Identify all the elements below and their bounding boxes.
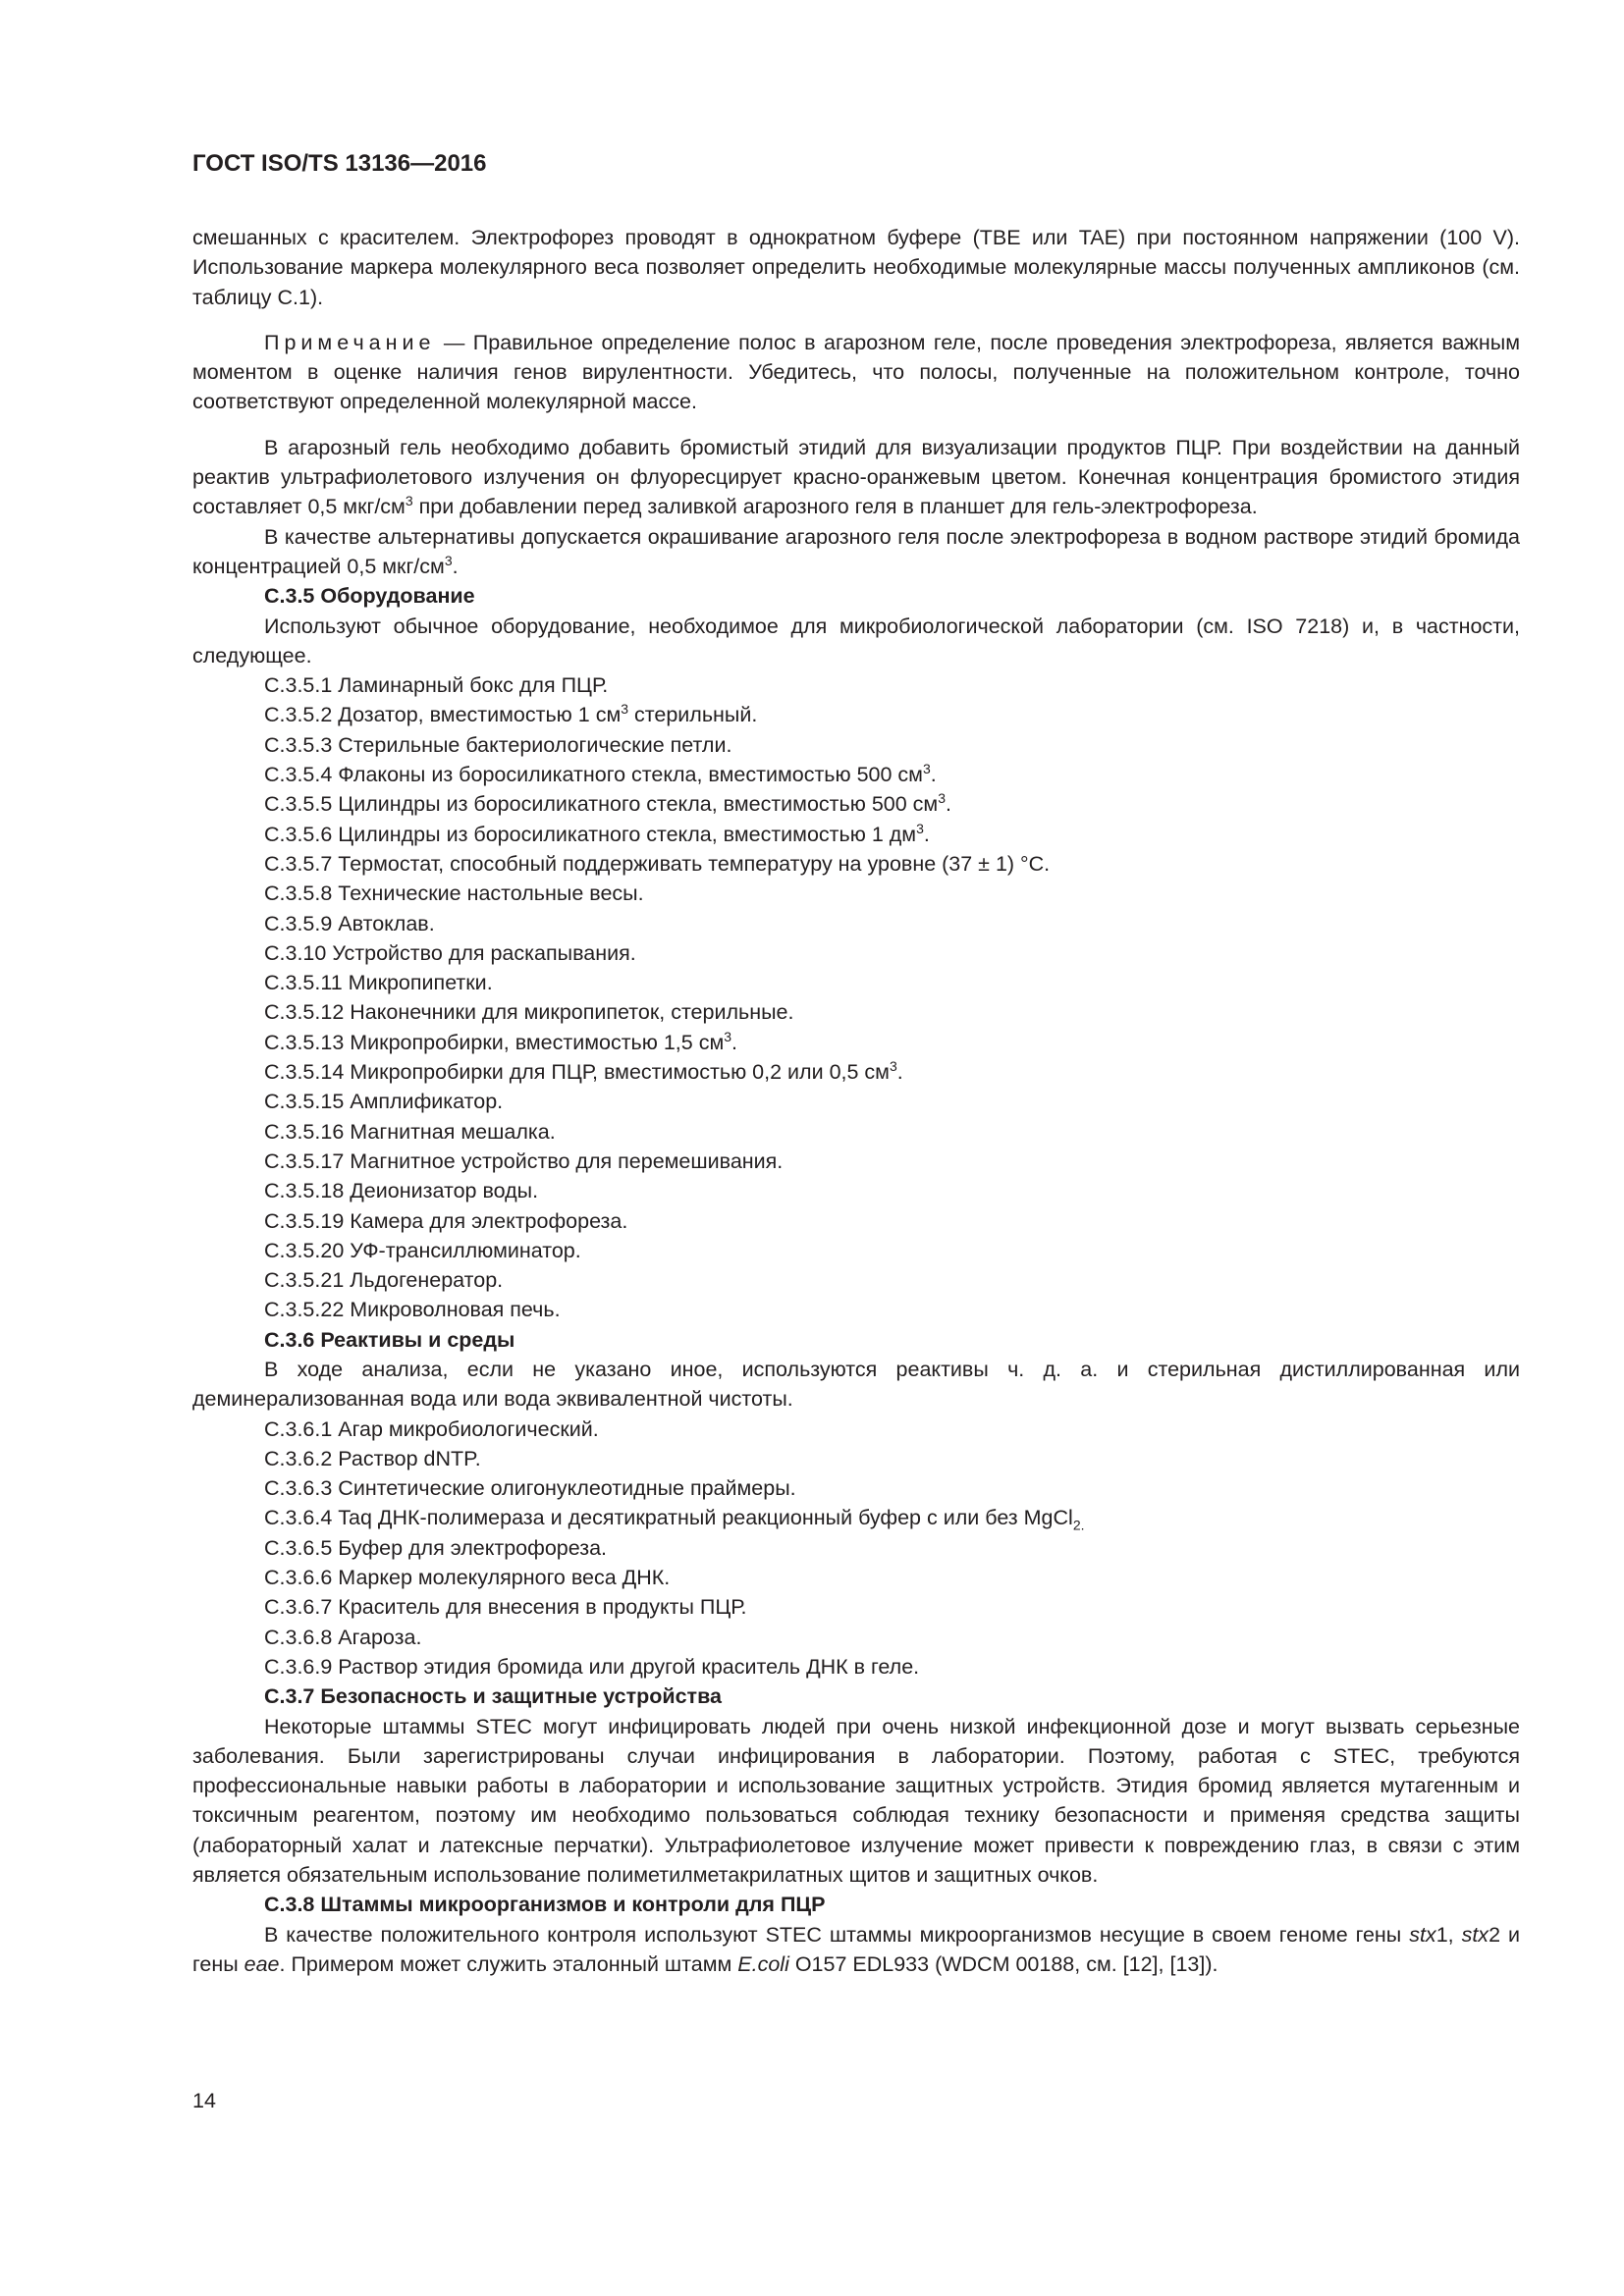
item-text: С.3.5.19 Камера для электрофореза.: [264, 1208, 628, 1233]
note: [192, 328, 1520, 417]
item-text: С.3.6.6 Маркер молекулярного веса ДНК.: [264, 1566, 671, 1590]
item-text: С.3.5.9 Автоклав.: [264, 911, 435, 935]
text: .: [452, 554, 459, 578]
list-item: [192, 730, 1520, 760]
paragraph: смешанных с красителем. Электрофорез проводят в однократном буфере (TBE или TAE) при постоянном напряжении (100 V). Использование маркера молекулярного веса позволяет определить необходимые молекулярные массы полученных ампликонов (см. таблицу С.1).: [192, 226, 1520, 309]
list-item: [192, 1176, 1520, 1205]
list-item: [192, 1415, 1520, 1444]
superscript: 3: [922, 760, 931, 776]
item-text: С.3.6.9 Раствор этидия бромида или другой краситель ДНК в геле.: [264, 1654, 920, 1679]
item-text: .: [896, 1060, 903, 1085]
list-item: [192, 1147, 1520, 1176]
item-text: С.3.5.15 Амплификатор.: [264, 1090, 504, 1114]
superscript: 3: [916, 820, 924, 836]
list-item: [192, 1533, 1520, 1563]
list-item: [192, 1623, 1520, 1652]
item-text: С.3.5.17 Магнитное устройство для перемешивания.: [264, 1148, 784, 1173]
text: . Примером может служить эталонный штамм: [279, 1951, 738, 1976]
list-item: [192, 1444, 1520, 1473]
paragraph: В ходе анализа, если не указано иное, используются реактивы ч. д. а. и стерильная дистиллированная или деминерализованная вода или вода эквивалентной чистоты.: [192, 1357, 1520, 1412]
paragraph: [192, 433, 1520, 522]
superscript: 3: [724, 1028, 732, 1044]
item-text: С.3.5.16 Магнитная мешалка.: [264, 1119, 556, 1144]
item-text: С.3.5.22 Микроволновая печь.: [264, 1298, 561, 1322]
item-text: С.3.6.5 Буфер для электрофореза.: [264, 1535, 608, 1560]
subscript: 2.: [1072, 1517, 1085, 1533]
list-item: [192, 1087, 1520, 1116]
species-name: E.coli: [737, 1951, 789, 1976]
list-item: [192, 1117, 1520, 1147]
item-text: С.3.5.11 Микропипетки.: [264, 971, 493, 995]
item-text: С.3.5.21 Льдогенератор.: [264, 1268, 504, 1293]
item-text: С.3.5.13 Микропробирки, вместимостью 1,5 см: [264, 1030, 725, 1054]
page-number: 14: [192, 2089, 216, 2112]
text: при добавлении перед заливкой агарозного геля в планшет для гель-электрофореза.: [412, 495, 1258, 519]
superscript: 3: [405, 493, 413, 509]
list-item: [192, 820, 1520, 849]
equipment-list: [192, 670, 1520, 1325]
list-item: [192, 1028, 1520, 1057]
item-text: С.3.6.7 Краситель для внесения в продукты ПЦР.: [264, 1595, 747, 1620]
list-item: [192, 1592, 1520, 1622]
superscript: 3: [621, 701, 629, 718]
paragraph: [192, 1920, 1520, 1980]
item-text: С.3.5.18 Деионизатор воды.: [264, 1179, 539, 1203]
paragraph: [192, 522, 1520, 582]
item-text: С.3.5.5 Цилиндры из боросиликатного стекла, вместимостью 500 см: [264, 792, 939, 817]
list-item: [192, 968, 1520, 997]
list-item: [192, 789, 1520, 819]
item-text: С.3.5.8 Технические настольные весы.: [264, 881, 644, 906]
item-text: С.3.5.14 Микропробирки для ПЦР, вместимостью 0,2 или 0,5 см: [264, 1060, 890, 1085]
text: O157 EDL933 (WDCM 00188, см. [12], [13]).: [788, 1951, 1218, 1976]
list-item: [192, 1652, 1520, 1682]
list-item: [192, 700, 1520, 729]
list-item: [192, 1563, 1520, 1592]
section-heading: С.3.6 Реактивы и среды: [264, 1327, 515, 1352]
section-heading: С.3.7 Безопасность и защитные устройства: [264, 1684, 722, 1709]
text: В качестве альтернативы допускается окрашивание агарозного геля после электрофореза в водном растворе этидий бромида концентрацией 0,5 мкг/см: [192, 524, 1520, 578]
gene-name: eae: [244, 1951, 280, 1976]
list-item: [192, 1206, 1520, 1236]
item-text: С.3.6.3 Синтетические олигонуклеотидные праймеры.: [264, 1476, 796, 1501]
list-item: [192, 1057, 1520, 1087]
item-text: С.3.6.2 Раствор dNTP.: [264, 1446, 481, 1470]
item-text: С.3.5.7 Термостат, способный поддерживать температуру на уровне (37 ± 1) °С.: [264, 851, 1051, 876]
document-header: ГОСТ ISO/TS 13136—2016: [192, 150, 487, 177]
item-text: стерильный.: [628, 703, 758, 727]
superscript: 3: [938, 790, 946, 807]
list-item: [192, 938, 1520, 968]
superscript: 3: [889, 1057, 897, 1074]
list-item: [192, 1295, 1520, 1324]
paragraph: Некоторые штаммы STEC могут инфицировать людей при очень низкой инфекционной дозе и могут вызвать серьезные заболевания. Были зарегистрированы случаи инфицирования в лаборатории. Поэтому, работая с STEC, требуются профессиональные навыки работы в лаборатории и использование защитных устройств. Этидия бромид является мутагенным и токсичным реагентом, поэтому им необходимо пользоваться соблюдая технику безопасности и применяя средства защиты (лабораторный халат и латексные перчатки). Ультрафиолетовое излучение может привести к повреждению глаз, в связи с этим является обязательным использование полиметилметакрилатных щитов и защитных очков.: [192, 1714, 1520, 1888]
item-text: С.3.5.2 Дозатор, вместимостью 1 см: [264, 703, 622, 727]
item-text: С.3.6.8 Агароза.: [264, 1625, 422, 1649]
list-item: [192, 849, 1520, 879]
item-text: .: [731, 1030, 738, 1054]
section-heading: С.3.8 Штаммы микроорганизмов и контроли для ПЦР: [264, 1893, 826, 1917]
text: В агарозный гель необходимо добавить бромистый этидий для визуализации продуктов ПЦР. При воздействии на данный реактив ультрафиолетового излучения он флуоресцирует красно-оранжевым цветом. Конечная концентрация бромистого этидия составляет 0,5 мкг/см: [192, 435, 1520, 519]
item-text: С.3.5.12 Наконечники для микропипеток, стерильные.: [264, 1000, 794, 1025]
paragraph: Используют обычное оборудование, необходимое для микробиологической лаборатории (см. ISO 7218) и, в частности, следующее.: [192, 614, 1520, 667]
list-item: [192, 1265, 1520, 1295]
document-body: [192, 223, 1520, 1979]
list-item: [192, 1473, 1520, 1503]
note-text: — Правильное определение полос в агарозном геле, после проведения электрофореза, является важным моментом в оценке наличия генов вирулентности. Убедитесь, что полосы, полученные на положительном контроле, точно соответствуют определенной молекулярной массе.: [192, 330, 1520, 414]
item-text: С.3.5.20 УФ-трансиллюминатор.: [264, 1238, 581, 1262]
section-heading: С.3.5 Оборудование: [264, 584, 475, 609]
text: 2 и гены: [192, 1922, 1520, 1976]
item-text: С.3.5.6 Цилиндры из боросиликатного стекла, вместимостью 1 дм: [264, 822, 917, 846]
list-item: [192, 1503, 1520, 1532]
gene-name: stx: [1409, 1922, 1436, 1947]
superscript: 3: [444, 552, 453, 568]
item-text: .: [946, 792, 951, 817]
text: В качестве положительного контроля используют STEC штаммы микроорганизмов несущие в своем геноме гены: [264, 1922, 1410, 1947]
item-text: .: [930, 763, 937, 787]
item-text: С.3.5.4 Флаконы из боросиликатного стекла, вместимостью 500 см: [264, 763, 923, 787]
item-text: С.3.5.3 Стерильные бактериологические петли.: [264, 732, 732, 757]
gene-name: stx: [1461, 1922, 1489, 1947]
item-text: С.3.5.1 Ламинарный бокс для ПЦР.: [264, 673, 609, 698]
list-item: [192, 879, 1520, 908]
text: 1,: [1435, 1922, 1462, 1947]
list-item: [192, 1236, 1520, 1265]
item-text: С.3.6.1 Агар микробиологический.: [264, 1416, 599, 1441]
item-text: С.3.6.4 Taq ДНК-полимераза и десятикратный реакционный буфер с или без MgCl: [264, 1506, 1073, 1530]
list-item: [192, 997, 1520, 1027]
list-item: [192, 909, 1520, 938]
list-item: [192, 670, 1520, 700]
reagents-list: [192, 1415, 1520, 1682]
item-text: .: [923, 822, 930, 846]
note-label: Примечание: [264, 330, 436, 354]
list-item: [192, 760, 1520, 789]
item-text: С.3.10 Устройство для раскапывания.: [264, 940, 636, 965]
